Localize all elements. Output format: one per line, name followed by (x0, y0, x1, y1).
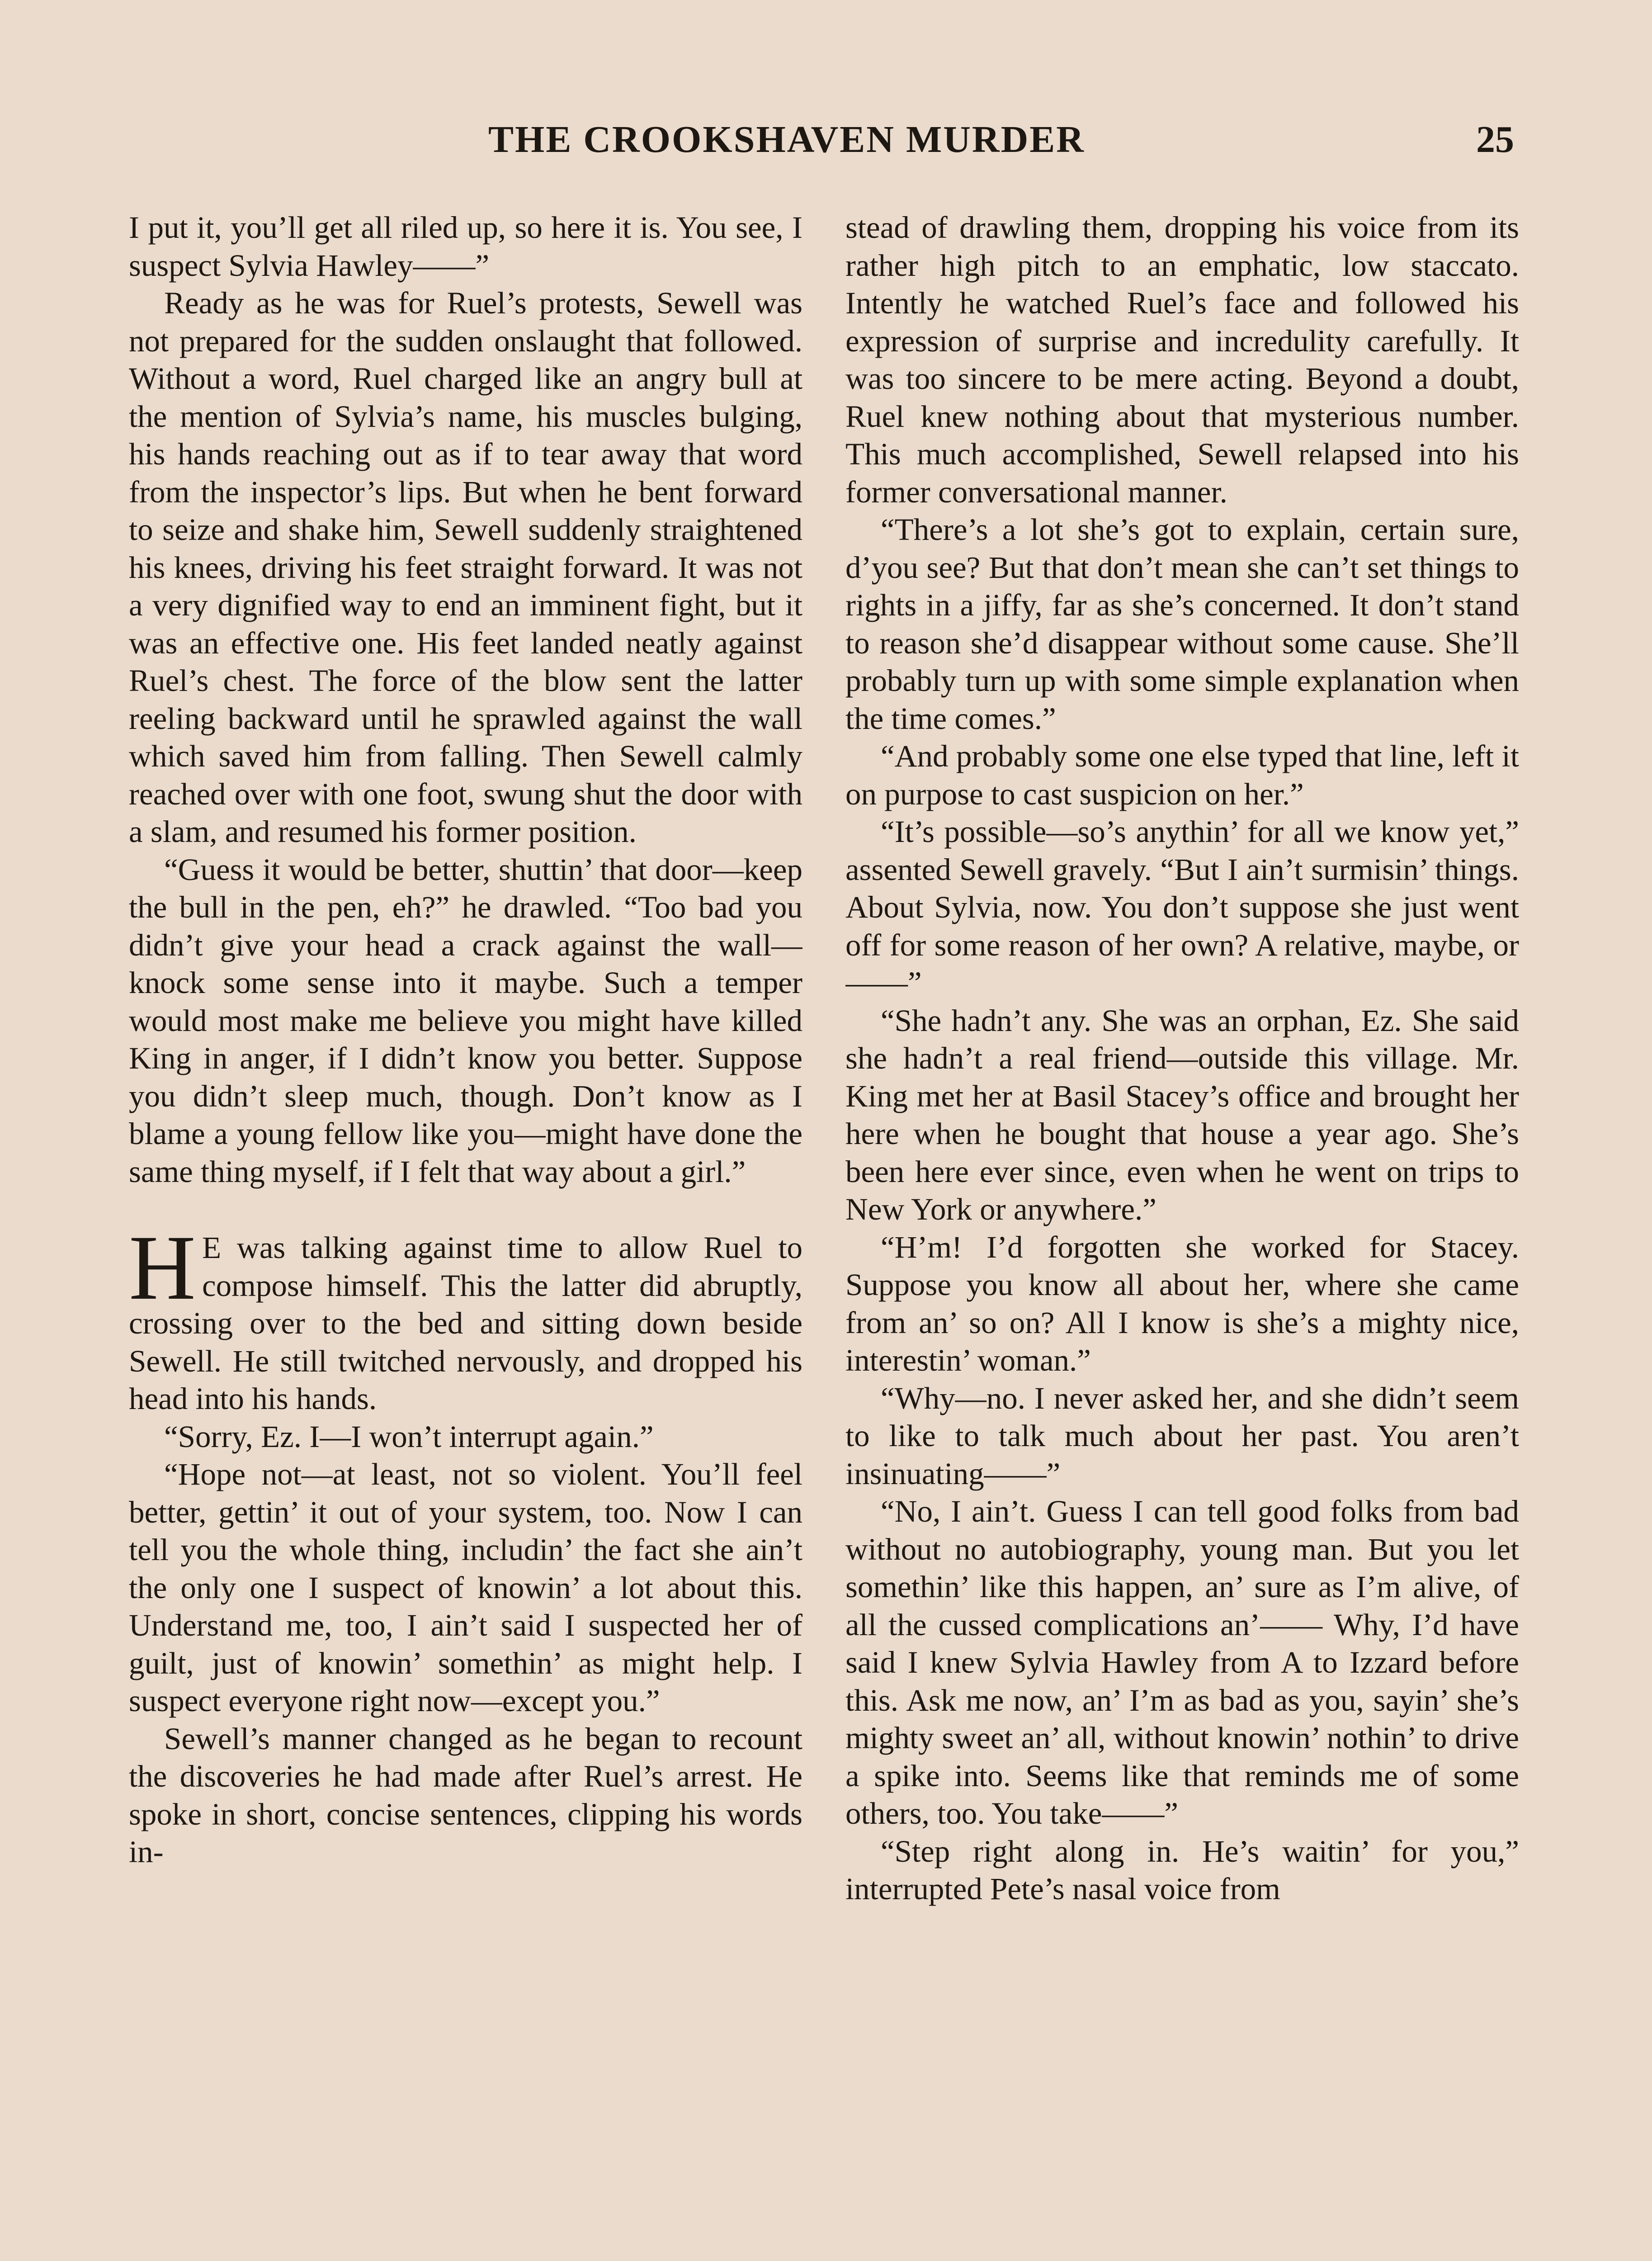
paragraph: “Hope not—at least, not so violent. You’ll feel better, gettin’ it out of your system, too. Now I can tell you the whole thing, includin’ the fact she ain’t the only one I suspect of knowin’ a lot about this. Understand me, too, I ain’t said I suspected her of guilt, just of knowin’ somethin’ as might help. I suspect everyone right now—except you.” (129, 1457, 802, 1718)
paragraph: Sewell’s manner changed as he began to recount the discoveries he had made after Ruel’s arrest. He spoke in short, concise sentences, clipping his words in- (129, 1721, 802, 1869)
paragraph: “Step right along in. He’s waitin’ for you,” interrupted Pete’s nasal voice from (845, 1834, 1519, 1906)
paragraph: “There’s a lot she’s got to explain, certain sure, d’you see? But that don’t mean she can’t set things to rights in a jiffy, far as she’s concerned. It don’t stand to reason she’d disappear without some cause. She’ll probably turn up with some simple explanation when the time comes.” (845, 512, 1519, 736)
page-header (0, 118, 1652, 172)
paragraph: I put it, you’ll get all riled up, so here it is. You see, I suspect Sylvia Hawley——” (129, 210, 802, 283)
paragraph: “She hadn’t any. She was an orphan, Ez. She said she hadn’t a real friend—outside this village. Mr. King met her at Basil Stacey’s office and brought her here when he bought that house a year ago. She’s been here ever since, even when he went on trips to New York or anywhere.” (845, 1003, 1519, 1226)
drop-cap: H (129, 1216, 196, 1319)
paragraph: “Why—no. I never asked her, and she didn’t seem to like to talk much about her past. You aren’t insinuating——” (845, 1381, 1519, 1491)
section-opening-paragraph (129, 1216, 802, 1418)
paragraph: “No, I ain’t. Guess I can tell good folks from bad without no autobiography, young man. But you let somethin’ like this happen, an’ sure as I’m alive, of all the cussed complications an’—— Why, I’d have said I knew Sylvia Hawley from A to Izzard before this. Ask me now, an’ I’m as bad as you, sayin’ she’s mighty sweet an’ all, without knowin’ nothin’ to drive a spike into. Seems like that reminds me of some others, too. You take——” (845, 1494, 1519, 1831)
section-opening-text: E was talking against time to allow Ruel to compose himself. This the latter did abruptly, crossing over to the bed and sitting down beside Sewell. He still twitched nervously, and dropped his head into his hands. (129, 1230, 802, 1416)
text-column-left (129, 209, 802, 2261)
paragraph: Ready as he was for Ruel’s protests, Sewell was not prepared for the sudden onslaught that followed. Without a word, Ruel charged like an angry bull at the mention of Sylvia’s name, his muscles bulging, his hands reaching out as if to tear away that word from the inspector’s lips. But when he bent forward to seize and shake him, Sewell suddenly straightened his knees, driving his feet straight forward. It was not a very dignified way to end an imminent fight, but it was an effective one. His feet landed neatly against Ruel’s chest. The force of the blow sent the latter reeling backward until he sprawled against the wall which saved him from falling. Then Sewell calmly reached over with one foot, swung shut the door with a slam, and resumed his former position. (129, 286, 802, 849)
page-number: 25 (1476, 118, 1514, 161)
paragraph: “And probably some one else typed that line, left it on purpose to cast suspicion on her.” (845, 739, 1519, 811)
paragraph: “Sorry, Ez. I—I won’t interrupt again.” (164, 1419, 654, 1454)
paragraph: “It’s possible—so’s anythin’ for all we know yet,” assented Sewell gravely. “But I ain’t surmisin’ things. About Sylvia, now. You don’t suppose she just went off for some reason of her own? A relative, maybe, or——” (845, 814, 1519, 1000)
text-column-right (845, 209, 1519, 2261)
paragraph: stead of drawling them, dropping his voice from its rather high pitch to an emphatic, low staccato. Intently he watched Ruel’s face and followed his expression of surprise and incredulity carefully. It was too sincere to be mere acting. Beyond a doubt, Ruel knew nothing about that mysterious number. This much accomplished, Sewell relapsed into his former conversational manner. (845, 210, 1519, 509)
paragraph: “Guess it would be better, shuttin’ that door—keep the bull in the pen, eh?” he drawled. “Too bad you didn’t give your head a crack against the wall—knock some sense into it maybe. Such a temper would most make me believe you might have killed King in anger, if I didn’t know you better. Suppose you didn’t sleep much, though. Don’t know as I blame a young fellow like you—might have done the same thing myself, if I felt that way about a girl.” (129, 852, 802, 1189)
paragraph: “H’m! I’d forgotten she worked for Stacey. Suppose you know all about her, where she came from an’ so on? All I know is she’s a mighty nice, interestin’ woman.” (845, 1230, 1519, 1377)
running-title: THE CROOKSHAVEN MURDER (488, 118, 1085, 161)
